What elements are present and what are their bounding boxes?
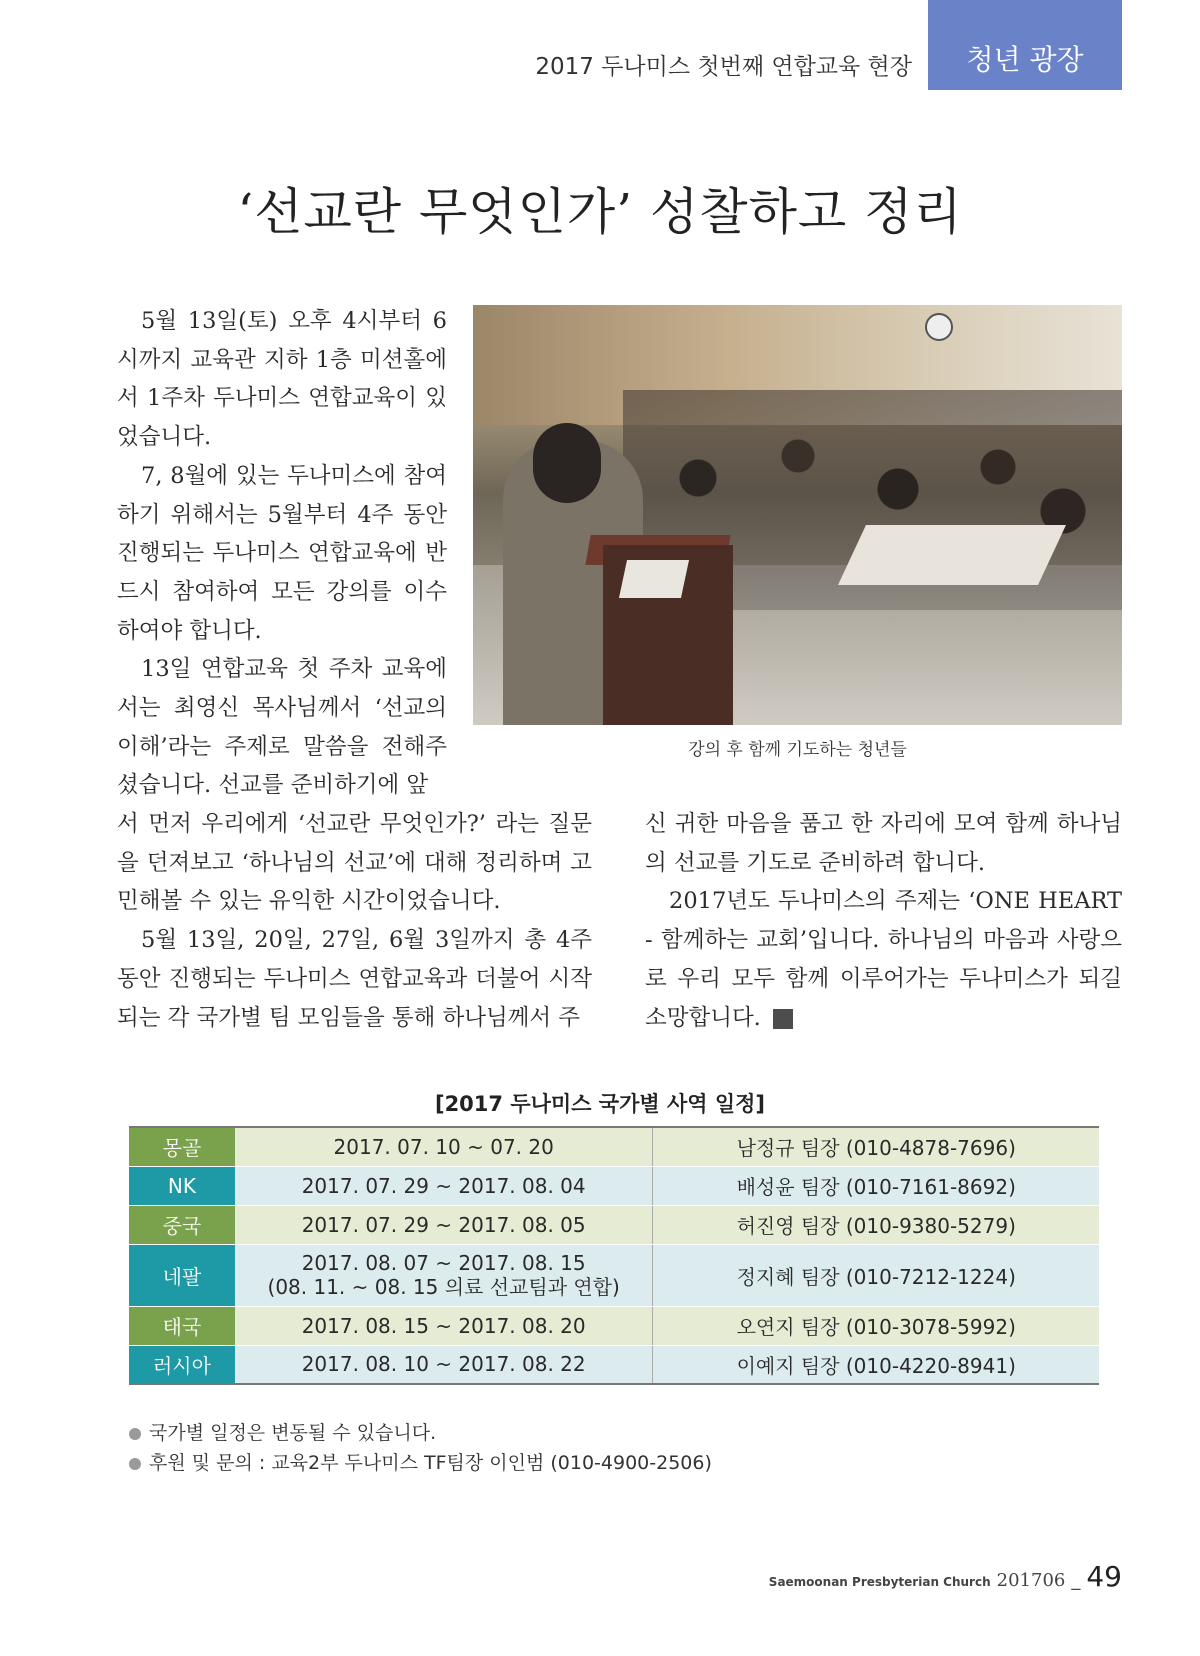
article-column-left-bottom (117, 805, 592, 1037)
paragraph-text: 2017년도 두나미스의 주제는 ‘ONE HEART - 함께하는 교회’입니다. 하나님의 마음과 사랑으로 우리 모두 함께 이루어가는 두나미스가 되길 소망합니다. (645, 888, 1122, 1031)
photo-laptop (619, 560, 689, 598)
end-mark-icon: 새 (773, 1009, 793, 1029)
country-cell: NK (129, 1166, 235, 1205)
paragraph: 신 귀한 마음을 품고 한 자리에 모여 함께 하나님의 선교를 기도로 준비하려 합니다. (645, 811, 1122, 876)
paragraph: 13일 연합교육 첫 주차 교육에서는 최영신 목사님께서 ‘선교의 이해’라는 주제로 말씀을 전해주셨습니다. 선교를 준비하기에 앞 (117, 656, 447, 799)
paragraph: 5월 13일, 20일, 27일, 6월 3일까지 총 4주 동안 진행되는 두나미스 연합교육과 더불어 시작되는 각 국가별 팀 모임들을 통해 하나님께서 주 (117, 927, 592, 1031)
paragraph (645, 882, 1122, 1037)
paragraph: 7, 8월에 있는 두나미스에 참여하기 위해서는 5월부터 4주 동안 진행되는 두나미스 연합교육에 반드시 참여하여 모든 강의를 이수하여야 합니다. (117, 462, 447, 644)
note-text: 후원 및 문의 : 교육2부 두나미스 TF팀장 이인범 (010-4900-2506) (149, 1452, 712, 1474)
photo-speaker-head (533, 423, 601, 503)
period-note: (08. 11. ~ 08. 15 의료 선교팀과 연합) (267, 1275, 620, 1299)
footer-separator: _ (1071, 1570, 1081, 1591)
period-cell: 2017. 08. 10 ~ 2017. 08. 22 (235, 1345, 653, 1384)
section-tab (928, 0, 1122, 90)
period-cell: 2017. 07. 29 ~ 2017. 08. 04 (235, 1166, 653, 1205)
article-title: ‘선교란 무엇인가’ 성찰하고 정리 (237, 183, 963, 241)
table-row (129, 1306, 1099, 1345)
bullet-icon (129, 1458, 141, 1470)
event-photo (473, 305, 1122, 725)
contact-cell: 오연지 팀장 (010-3078-5992) (653, 1306, 1099, 1345)
table-row (129, 1166, 1099, 1205)
footer-org: Saemoonan Presbyterian Church (768, 1575, 991, 1589)
note-item (129, 1448, 712, 1478)
section-subtitle: 2017 두나미스 첫번째 연합교육 현장 (535, 54, 912, 80)
table-row (129, 1205, 1099, 1244)
note-text: 국가별 일정은 변동될 수 있습니다. (149, 1422, 437, 1444)
notes (129, 1418, 712, 1478)
country-cell: 중국 (129, 1205, 235, 1244)
country-cell: 몽골 (129, 1127, 235, 1166)
contact-cell: 이예지 팀장 (010-4220-8941) (653, 1345, 1099, 1384)
page-footer (769, 1560, 1122, 1593)
schedule-title: [2017 두나미스 국가별 사역 일정] (434, 1092, 766, 1116)
paragraph: 5월 13일(토) 오후 4시부터 6시까지 교육관 지하 1층 미션홀에서 1주차 두나미스 연합교육이 있었습니다. (117, 308, 447, 451)
note-item (129, 1418, 712, 1448)
country-cell: 네팔 (129, 1244, 235, 1306)
photo-table (838, 525, 1066, 585)
period-cell: 2017. 08. 15 ~ 2017. 08. 20 (235, 1306, 653, 1345)
article-column-right (645, 805, 1122, 1037)
table-row (129, 1127, 1099, 1166)
footer-issue: 201706 (996, 1570, 1066, 1591)
schedule-table (129, 1126, 1099, 1385)
article-column-left-top (117, 302, 447, 805)
period-cell: 2017. 07. 10 ~ 07. 20 (235, 1127, 653, 1166)
section-tab-label: 청년 광장 (966, 43, 1084, 76)
photo-caption: 강의 후 함께 기도하는 청년들 (688, 740, 907, 760)
period-cell: 2017. 07. 29 ~ 2017. 08. 05 (235, 1205, 653, 1244)
bullet-icon (129, 1428, 141, 1440)
contact-cell: 배성윤 팀장 (010-7161-8692) (653, 1166, 1099, 1205)
contact-cell: 남정규 팀장 (010-4878-7696) (653, 1127, 1099, 1166)
country-cell: 태국 (129, 1306, 235, 1345)
page-number: 49 (1086, 1560, 1122, 1593)
country-cell: 러시아 (129, 1345, 235, 1384)
wall-clock (925, 313, 953, 341)
table-row (129, 1345, 1099, 1384)
period-line: 2017. 08. 07 ~ 2017. 08. 15 (301, 1251, 586, 1275)
paragraph: 서 먼저 우리에게 ‘선교란 무엇인가?’ 라는 질문을 던져보고 ‘하나님의 선교’에 대해 정리하며 고민해볼 수 있는 유익한 시간이었습니다. (117, 811, 592, 915)
period-cell (235, 1244, 653, 1306)
table-row (129, 1244, 1099, 1306)
contact-cell: 정지혜 팀장 (010-7212-1224) (653, 1244, 1099, 1306)
contact-cell: 허진영 팀장 (010-9380-5279) (653, 1205, 1099, 1244)
